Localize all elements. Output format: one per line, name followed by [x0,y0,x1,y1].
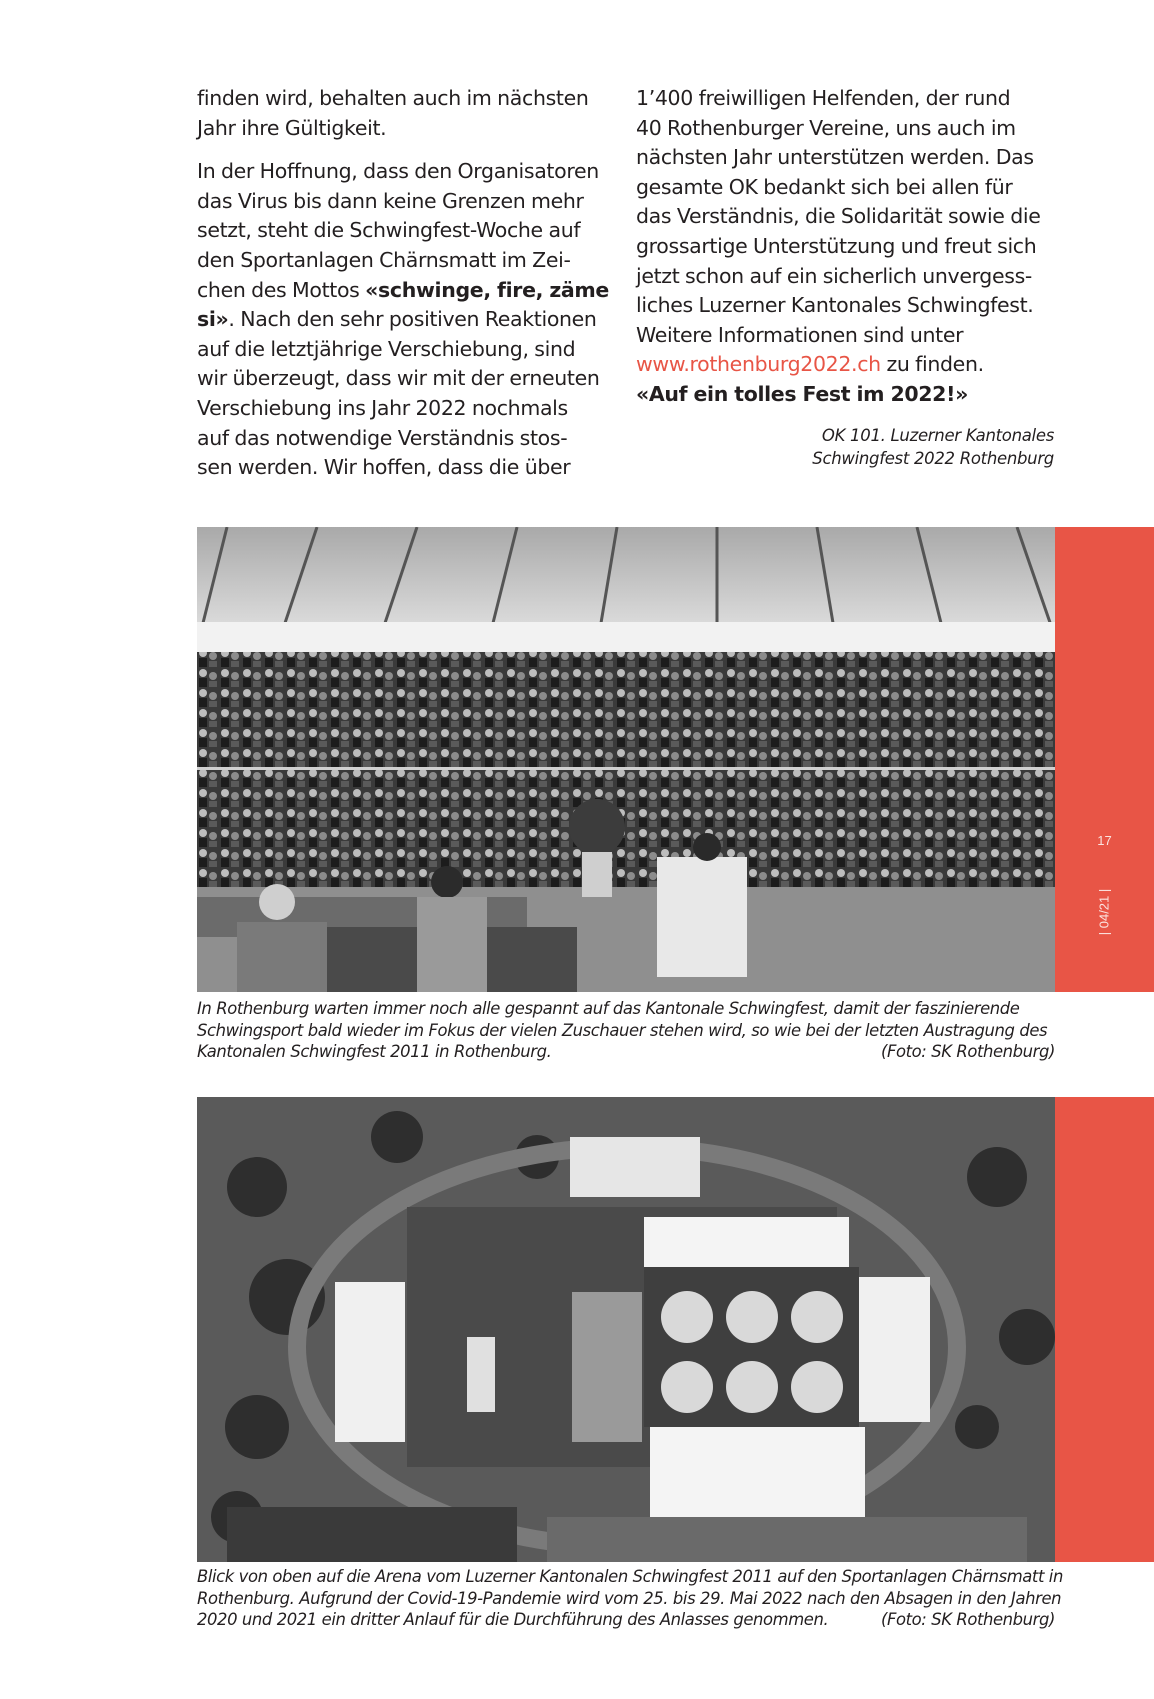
photo-aerial-arena [197,1097,1055,1562]
text-line [197,276,617,306]
text-line: auf die letztjährige Verschiebung, sind [197,336,576,361]
issue-label: | 04/21 | [1096,888,1112,936]
text-line: das Verständnis, die Solidarität sowie die [636,204,1041,229]
photo-caption [197,1566,1063,1631]
caption-line: Blick von oben auf die Arena vom Luzerner Kantonalen Schwingfest 2011 auf den Sportanlagen Chärnsmatt in [197,1567,1063,1586]
spectators-image [197,527,1055,992]
paragraph [197,157,617,483]
motto-bold: si» [197,307,229,332]
accent-sidebar [1055,527,1154,992]
caption-line [197,1609,1055,1631]
caption-line [197,1041,1055,1063]
text-line: setzt, steht die Schwingfest-Woche auf [197,218,581,243]
article-left-column [197,84,617,483]
text-line [636,350,1066,380]
text-fragment: zu finden. [880,352,984,377]
closing-slogan: «Auf ein tolles Fest im 2022!» [636,381,968,406]
photo-caption [197,998,1055,1063]
text-line: 1’400 freiwilligen Helfenden, der rund [636,86,1011,110]
text-fragment: chen des Mottos [197,277,366,302]
signature-line: OK 101. Luzerner Kantonales [821,426,1054,445]
caption-text: Kantonalen Schwingfest 2011 in Rothenburg. [197,1042,552,1062]
text-fragment: . Nach den sehr positiven Reaktionen [228,307,597,332]
text-line: jetzt schon auf ein sicherlich unvergess- [636,263,1032,288]
text-line: 40 Rothenburger Vereine, uns auch im [636,115,1016,140]
signature [812,424,1054,470]
paragraph [197,84,617,143]
text-line: nächsten Jahr unterstützen werden. Das [636,145,1034,170]
text-line: grossartige Unterstützung und freut sich [636,233,1037,258]
text-line: Weitere Informationen sind unter [636,322,964,347]
text-line: liches Luzerner Kantonales Schwingfest. [636,293,1034,318]
page-number: 17 [1097,833,1112,848]
article-right-column [636,84,1066,410]
text-line: Verschiebung ins Jahr 2022 nochmals [197,395,568,420]
text-line: In der Hoffnung, dass den Organisatoren [197,159,599,184]
accent-sidebar [1055,1097,1154,1562]
website-link[interactable]: www.rothenburg2022.ch [636,352,881,377]
paragraph [636,84,1066,410]
signature-line: Schwingfest 2022 Rothenburg [812,449,1054,468]
text-line: den Sportanlagen Chärnsmatt im Zei- [197,247,571,272]
photo-credit: (Foto: SK Rothenburg) [880,1042,1055,1062]
photo-spectators [197,527,1055,992]
caption-line: Schwingsport bald wieder im Fokus der vielen Zuschauer stehen wird, so wie bei der letzten Austragung des [197,1020,1048,1040]
caption-line: In Rothenburg warten immer noch alle gespannt auf das Kantonale Schwingfest, damit der faszinierende [197,999,1020,1018]
text-line: finden wird, behalten auch im nächsten [197,86,589,110]
photo-credit: (Foto: SK Rothenburg) [880,1610,1055,1630]
caption-line: Rothenburg. Aufgrund der Covid-19-Pandemie wird vom 25. bis 29. Mai 2022 nach den Absagen in den Jahren [197,1588,1062,1608]
aerial-arena-image [197,1097,1055,1562]
motto-bold: «schwinge, fire, zäme [365,277,609,302]
text-line [197,305,617,335]
caption-text: 2020 und 2021 ein dritter Anlauf für die Durchführung des Anlasses genommen. [197,1610,829,1630]
text-line: wir überzeugt, dass wir mit der erneuten [197,366,600,391]
text-line: das Virus bis dann keine Grenzen mehr [197,188,584,213]
text-line: gesamte OK bedankt sich bei allen für [636,174,1013,199]
text-line: auf das notwendige Verständnis stos- [197,425,568,450]
text-line: Jahr ihre Gültigkeit. [197,115,387,140]
text-line: sen werden. Wir hoffen, dass die über [197,455,571,480]
